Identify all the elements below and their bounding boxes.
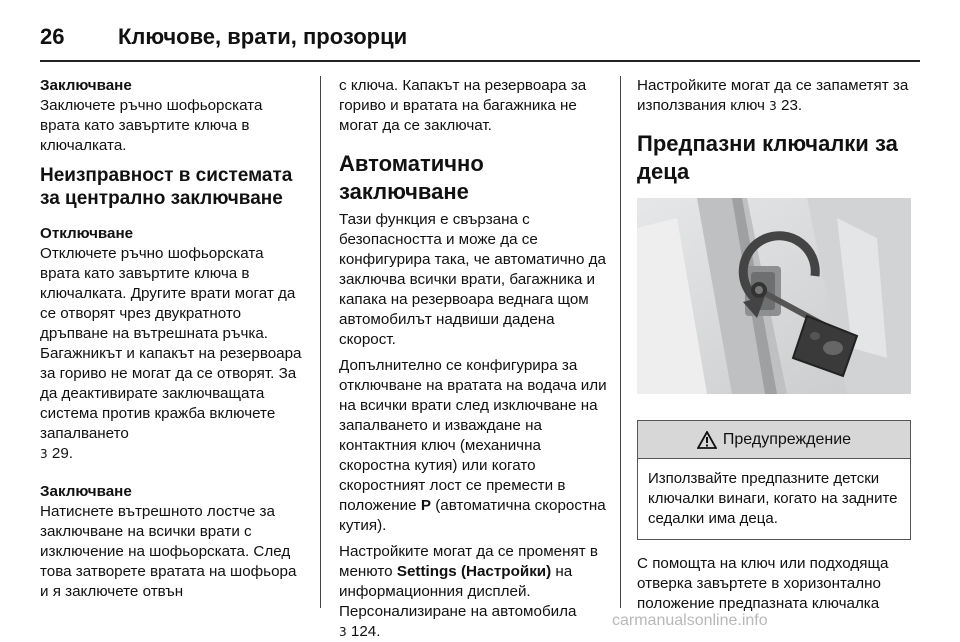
- page-ref-icon: 3: [40, 447, 48, 461]
- page-number: 26: [40, 24, 65, 49]
- paragraph-unlock: [40, 244, 302, 464]
- warning-title: Предупреждение: [722, 430, 852, 448]
- heading-auto-lock: Автоматично заключване: [339, 151, 484, 204]
- paragraph-lock-inside: Натиснете вътрешното лостче за заключване на всички врати с изключение на шофьорската. След това затворете вратата на шофьора и я заключете отвън: [40, 503, 297, 600]
- column-divider-right: [620, 76, 621, 608]
- paragraph-auto-lock-1: Тази функция е свързана с безопасността и може да се конфигурира така, че автоматично да заключва всички врати, багажника и капака на резервоара веднага щом автомобилът надвиши дадена скорост.: [339, 211, 606, 348]
- subheading-lock: Заключване: [40, 77, 132, 94]
- warning-triangle-icon: [697, 431, 717, 449]
- paragraph-lock-continued: с ключа. Капакът на резервоара за гориво и вратата на багажника не могат да се заключат.: [339, 77, 587, 134]
- paragraph-unlock-text: Отключете ръчно шофьорската врата като завъртите ключа в ключалката. Другите врати могат да се отворят чрез двукратното дръпване на вътрешната ръчка. Багажникът и капакът на резервоара за гориво не могат да се отворят. За да деактивирате заключващата система против кражба включете запалването: [40, 245, 302, 442]
- child-lock-drawing: [637, 198, 911, 394]
- column-middle: [339, 76, 607, 642]
- paragraph-auto-lock-3-text: Настройките могат да се променят в менюто: [339, 543, 598, 580]
- page-ref-personalization[interactable]: 124.: [350, 623, 381, 640]
- paragraph-lock-manual: Заключете ръчно шофьорската врата като завъртите ключа в ключалката.: [40, 97, 263, 154]
- page-title: Ключове, врати, прозорци: [118, 24, 408, 49]
- warning-text: Използвайте предпазните детски ключалки винаги, когато на задните седалки има деца.: [648, 470, 898, 527]
- subheading-lock-2: Заключване: [40, 483, 132, 500]
- heading-central-lock-fault: Неизправност в системата за централно заключване: [40, 165, 293, 209]
- paragraph-auto-lock-3-tail: на информационния дисплей. Персонализиране на автомобила: [339, 563, 577, 620]
- child-lock-illustration: [637, 198, 911, 394]
- paragraph-auto-lock-2-text: Допълнително се конфигурира за отключване на вратата на водача или на всички врати след изключване на запалването и изваждане на контактния ключ (механична скоростна кутия) или когато скоростният лост се премести в положение: [339, 357, 607, 514]
- paragraph-auto-lock-2: [339, 356, 607, 536]
- gear-position-p: P: [420, 497, 431, 514]
- column-right: [637, 76, 911, 620]
- page-ref-keys[interactable]: 23.: [781, 97, 803, 114]
- paragraph-settings-memory: [637, 76, 911, 116]
- page-ref-icon: 3: [339, 625, 347, 639]
- heading-child-locks: Предпазни ключалки за деца: [637, 131, 898, 184]
- page-header: [40, 14, 920, 60]
- settings-menu-name: Settings (Настройки): [396, 563, 552, 580]
- paragraph-child-lock-instruction: С помощта на ключ или подходяща отверка завъртете в хоризонтално положение предпазната ключалка: [637, 555, 889, 612]
- column-divider-left: [320, 76, 321, 608]
- header-rule: [40, 60, 920, 62]
- paragraph-auto-lock-2-tail: (автоматична скоростна кутия).: [339, 497, 606, 534]
- warning-header: [638, 421, 910, 459]
- paragraph-auto-lock-3: [339, 542, 607, 642]
- warning-box: [637, 420, 911, 540]
- page-ref-unlock[interactable]: 29.: [51, 445, 73, 462]
- watermark: carmanualsonline.info: [612, 612, 768, 629]
- paragraph-settings-memory-text: Настройките могат да се запаметят за използвания ключ: [637, 77, 909, 114]
- column-left: [40, 76, 302, 608]
- page-ref-icon: 3: [769, 99, 777, 113]
- subheading-unlock: Отключване: [40, 225, 134, 242]
